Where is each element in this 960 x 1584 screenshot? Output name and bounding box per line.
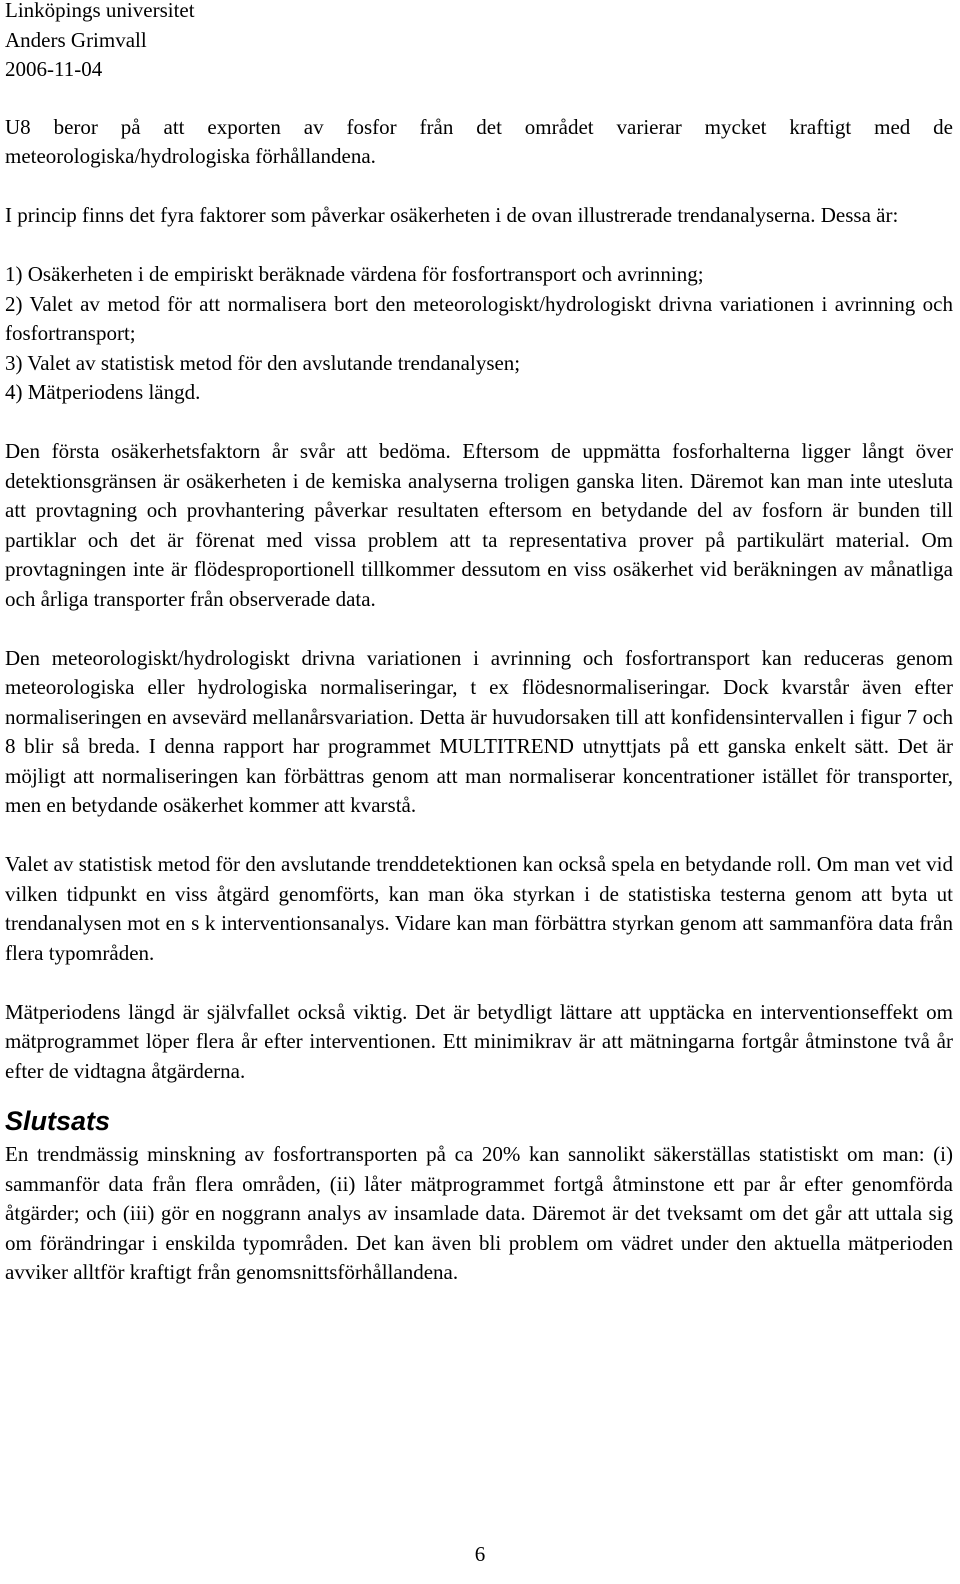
page-number: 6 [474,1542,486,1566]
header-date: 2006-11-04 [5,57,103,81]
paragraph-3: Den första osäkerhetsfaktorn år svår att bedöma. Eftersom de uppmätta fosforhalterna ligger långt över detektionsgränsen är osäkerheten i de kemiska analyserna troligen ganska liten. Däremot kan man inte utesluta att provtagning och provhantering påverkar resultaten eftersom en betydande del av fosforn är bunden till partiklar och det är förenat med vissa problem att ta representativa prover på partikulärt material. Om provtagningen inte är flödesproportionell tillkommer dessutom en viss osäkerhet vid beräkningen av månatliga och årliga transporter från observerade data. [5,439,953,611]
factor-list [5,260,953,408]
header-author: Anders Grimvall [5,27,147,52]
document-page [5,0,953,1317]
list-item: 2) Valet av metod för att normalisera bort den meteorologiskt/hydrologiskt drivna variationen i avrinning och fosfortransport; [5,291,953,345]
section-heading: Slutsats [5,1106,111,1136]
page-header [5,0,953,85]
list-item: 4) Mätperiodens längd. [5,380,201,404]
paragraph-5: Valet av statistisk metod för den avslutande trenddetektionen kan också spela en betydande roll. Om man vet vid vilken tidpunkt en viss åtgärd genomförts, kan man öka styrkan i de statistiska testerna genom att byta ut trendanalysen mot en s k interventionsanalys. Vidare kan man förbättra styrkan genom att sammanföra data från flera typområden. [5,852,953,965]
paragraph-1: U8 beror på att exporten av fosfor från det området varierar mycket kraftigt med de meteorologiska/hydrologiska förhållandena. [5,114,953,168]
paragraph-4: Den meteorologiskt/hydrologiskt drivna variationen i avrinning och fosfortransport kan reduceras genom meteorologiska eller hydrologiska normaliseringar, t ex flödesnormaliseringar. Dock kvarstår även efter normaliseringen en avsevärd mellanårsvariation. Detta är huvudorsaken till att konfidensintervallen i figur 7 och 8 blir så breda. I denna rapport har programmet MULTITREND utnyttjats på ett ganska enkelt sätt. Det är möjligt att normaliseringen kan förbättras genom att man normaliserar koncentrationer istället för transporter, men en betydande osäkerhet kommer att kvarstå. [5,645,953,817]
list-item: 1) Osäkerheten i de empiriskt beräknade värdena för fosfortransport och avrinning; [5,262,704,286]
paragraph-2: I princip finns det fyra faktorer som påverkar osäkerheten i de ovan illustrerade trendanalyserna. Dessa är: [5,203,899,227]
document-body [5,113,953,1288]
paragraph-6: Mätperiodens längd är självfallet också viktig. Det är betydligt lättare att upptäcka en interventionseffekt om mätprogrammet löper flera år efter interventionen. Ett minimikrav är att mätningarna fortgår åtminstone två år efter de vidtagna åtgärderna. [5,999,953,1083]
list-item: 3) Valet av statistisk metod för den avslutande trendanalysen; [5,350,521,375]
header-institution: Linköpings universitet [5,0,195,22]
section-paragraph: En trendmässig minskning av fosfortransporten på ca 20% kan sannolikt säkerställas statistiskt om man: (i) sammanför data från flera områden, (ii) låter mätprogrammet fortgå åtminstone ett par år efter genomförda åtgärder; och (iii) gör en noggrann analys av insamlade data. Däremot är det tveksamt om det går att uttala sig om förändringar i enskilda typområden. Det kan även bli problem om vädret under den aktuella mätperioden avviker alltför kraftigt från genomsnittsförhållandena. [5,1142,953,1284]
